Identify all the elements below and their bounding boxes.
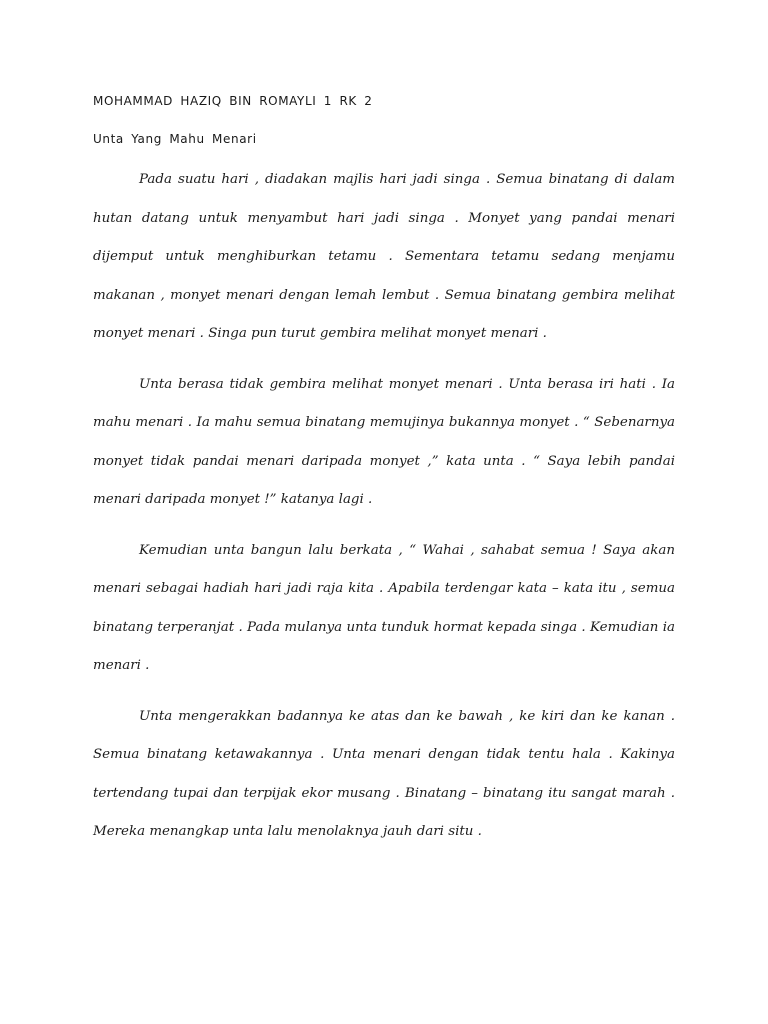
paragraph: Pada suatu hari , diadakan majlis hari jadi singa . Semua binatang di dalam hutan datang untuk menyambut hari jadi singa . Monyet yang pandai menari dijemput untuk menghiburkan tetamu . Sementara tetamu sedang menjamu makanan , monyet menari dengan lemah lembut . Semua binatang gembira melihat monyet menari . Singa pun turut gembira melihat monyet menari . [93, 172, 675, 341]
story-body [93, 161, 675, 864]
author-line: MOHAMMAD HAZIQ BIN ROMAYLI 1 RK 2 [93, 94, 373, 108]
paragraph: Unta mengerakkan badannya ke atas dan ke bawah , ke kiri dan ke kanan . Semua binatang ketawakannya . Unta menari dengan tidak tentu hala . Kakinya tertendang tupai dan terpijak ekor musang . Binatang – binatang itu sangat marah . Mereka menangkap unta lalu menolaknya jauh dari situ . [93, 708, 675, 839]
story-title: Unta Yang Mahu Menari [93, 132, 257, 146]
paragraph: Unta berasa tidak gembira melihat monyet menari . Unta berasa iri hati . Ia mahu menari . Ia mahu semua binatang memujinya bukannya monyet . “ Sebenarnya monyet tidak pandai menari daripada monyet ,” kata unta . “ Saya lebih pandai menari daripada monyet !” katanya lagi . [93, 376, 675, 507]
paragraph: Kemudian unta bangun lalu berkata , “ Wahai , sahabat semua ! Saya akan menari sebagai hadiah hari jadi raja kita . Apabila terdengar kata – kata itu , semua binatang terperanjat . Pada mulanya unta tunduk hormat kepada singa . Kemudian ia menari . [93, 542, 675, 673]
